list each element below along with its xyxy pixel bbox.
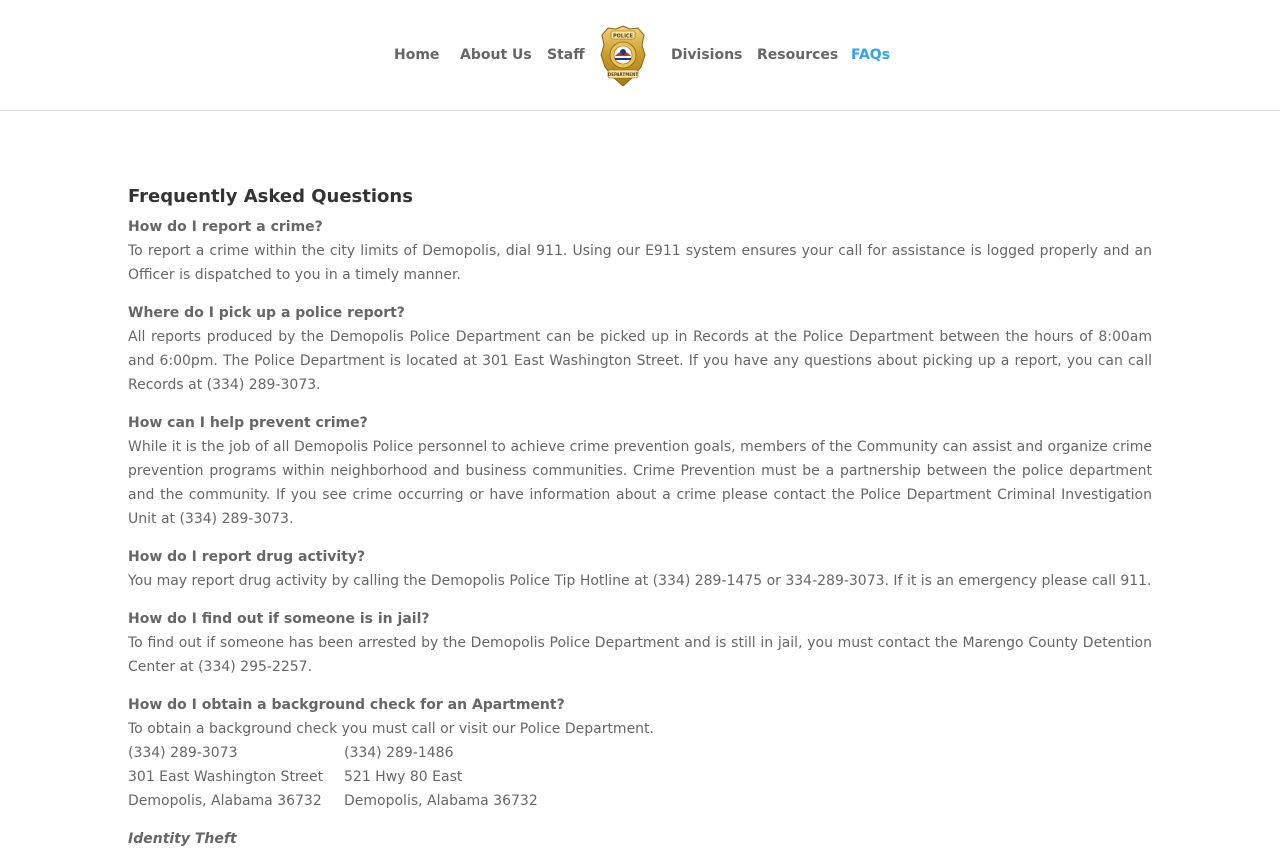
badge-top-text: POLICE [612, 33, 634, 40]
faq-answer: To obtain a background check you must call or visit our Police Department. [128, 721, 654, 737]
faq-question: How do I find out if someone is in jail? [128, 611, 430, 627]
police-badge-logo[interactable] [600, 25, 646, 87]
faq-content [128, 185, 1152, 851]
address-row [128, 765, 1152, 789]
nav-divisions[interactable]: Divisions [671, 47, 743, 63]
phone-main: (334) 289-3073 [128, 745, 238, 761]
page-title: Frequently Asked Questions [128, 186, 413, 207]
faq-answer: While it is the job of all Demopolis Police personnel to achieve crime prevention goals, members of the Community can assist and organize crime prevention programs within neighborhood and business communities. Crime Prevention must be a partnership between the police department and the community. If you see crime occurring or have information about a crime please contact the Police Department Criminal Investigation Unit at (334) 289-3073. [128, 439, 1152, 527]
phone-alt: (334) 289-1486 [344, 745, 454, 761]
faq-answer: To find out if someone has been arrested by the Demopolis Police Department and is still in jail, you must contact the Marengo County Detention Center at (334) 295-2257. [128, 635, 1152, 675]
nav-about-us[interactable]: About Us [460, 47, 532, 63]
badge-bottom-text: DEPARTMENT [607, 72, 639, 77]
faq-question: How do I obtain a background check for an Apartment? [128, 697, 565, 713]
contact-block [128, 717, 1152, 813]
nav-faqs[interactable]: FAQs [851, 47, 891, 63]
faq-question: How can I help prevent crime? [128, 415, 368, 431]
faq-question: How do I report a crime? [128, 219, 323, 235]
street-main: 301 East Washington Street [128, 769, 324, 785]
faq-answer: You may report drug activity by calling the Demopolis Police Tip Hotline at (334) 289-1475 or 334-289-3073. If it is an emergency please call 911. [128, 573, 1152, 589]
city-main: Demopolis, Alabama 36732 [128, 793, 322, 809]
site-header [0, 0, 1280, 111]
nav-resources[interactable]: Resources [757, 47, 839, 63]
nav-staff[interactable]: Staff [547, 47, 585, 63]
street-alt: 521 Hwy 80 East [344, 769, 463, 785]
city-alt: Demopolis, Alabama 36732 [344, 793, 538, 809]
address-row [128, 789, 1152, 813]
nav-home[interactable]: Home [394, 47, 440, 63]
address-row [128, 741, 1152, 765]
faq-question: Where do I pick up a police report? [128, 305, 405, 321]
faq-answer: All reports produced by the Demopolis Police Department can be picked up in Records at the Police Department between the hours of 8:00am and 6:00pm. The Police Department is located at 301 East Washington Street. If you have any questions about picking up a report, you can call Records at (334) 289-3073. [128, 329, 1152, 393]
faq-question: How do I report drug activity? [128, 549, 366, 565]
faq-answer: To report a crime within the city limits of Demopolis, dial 911. Using our E911 system ensures your call for assistance is logged properly and an Officer is dispatched to you in a timely manner. [128, 243, 1152, 283]
identity-theft-heading: Identity Theft [128, 831, 237, 847]
police-badge-icon [600, 25, 646, 87]
